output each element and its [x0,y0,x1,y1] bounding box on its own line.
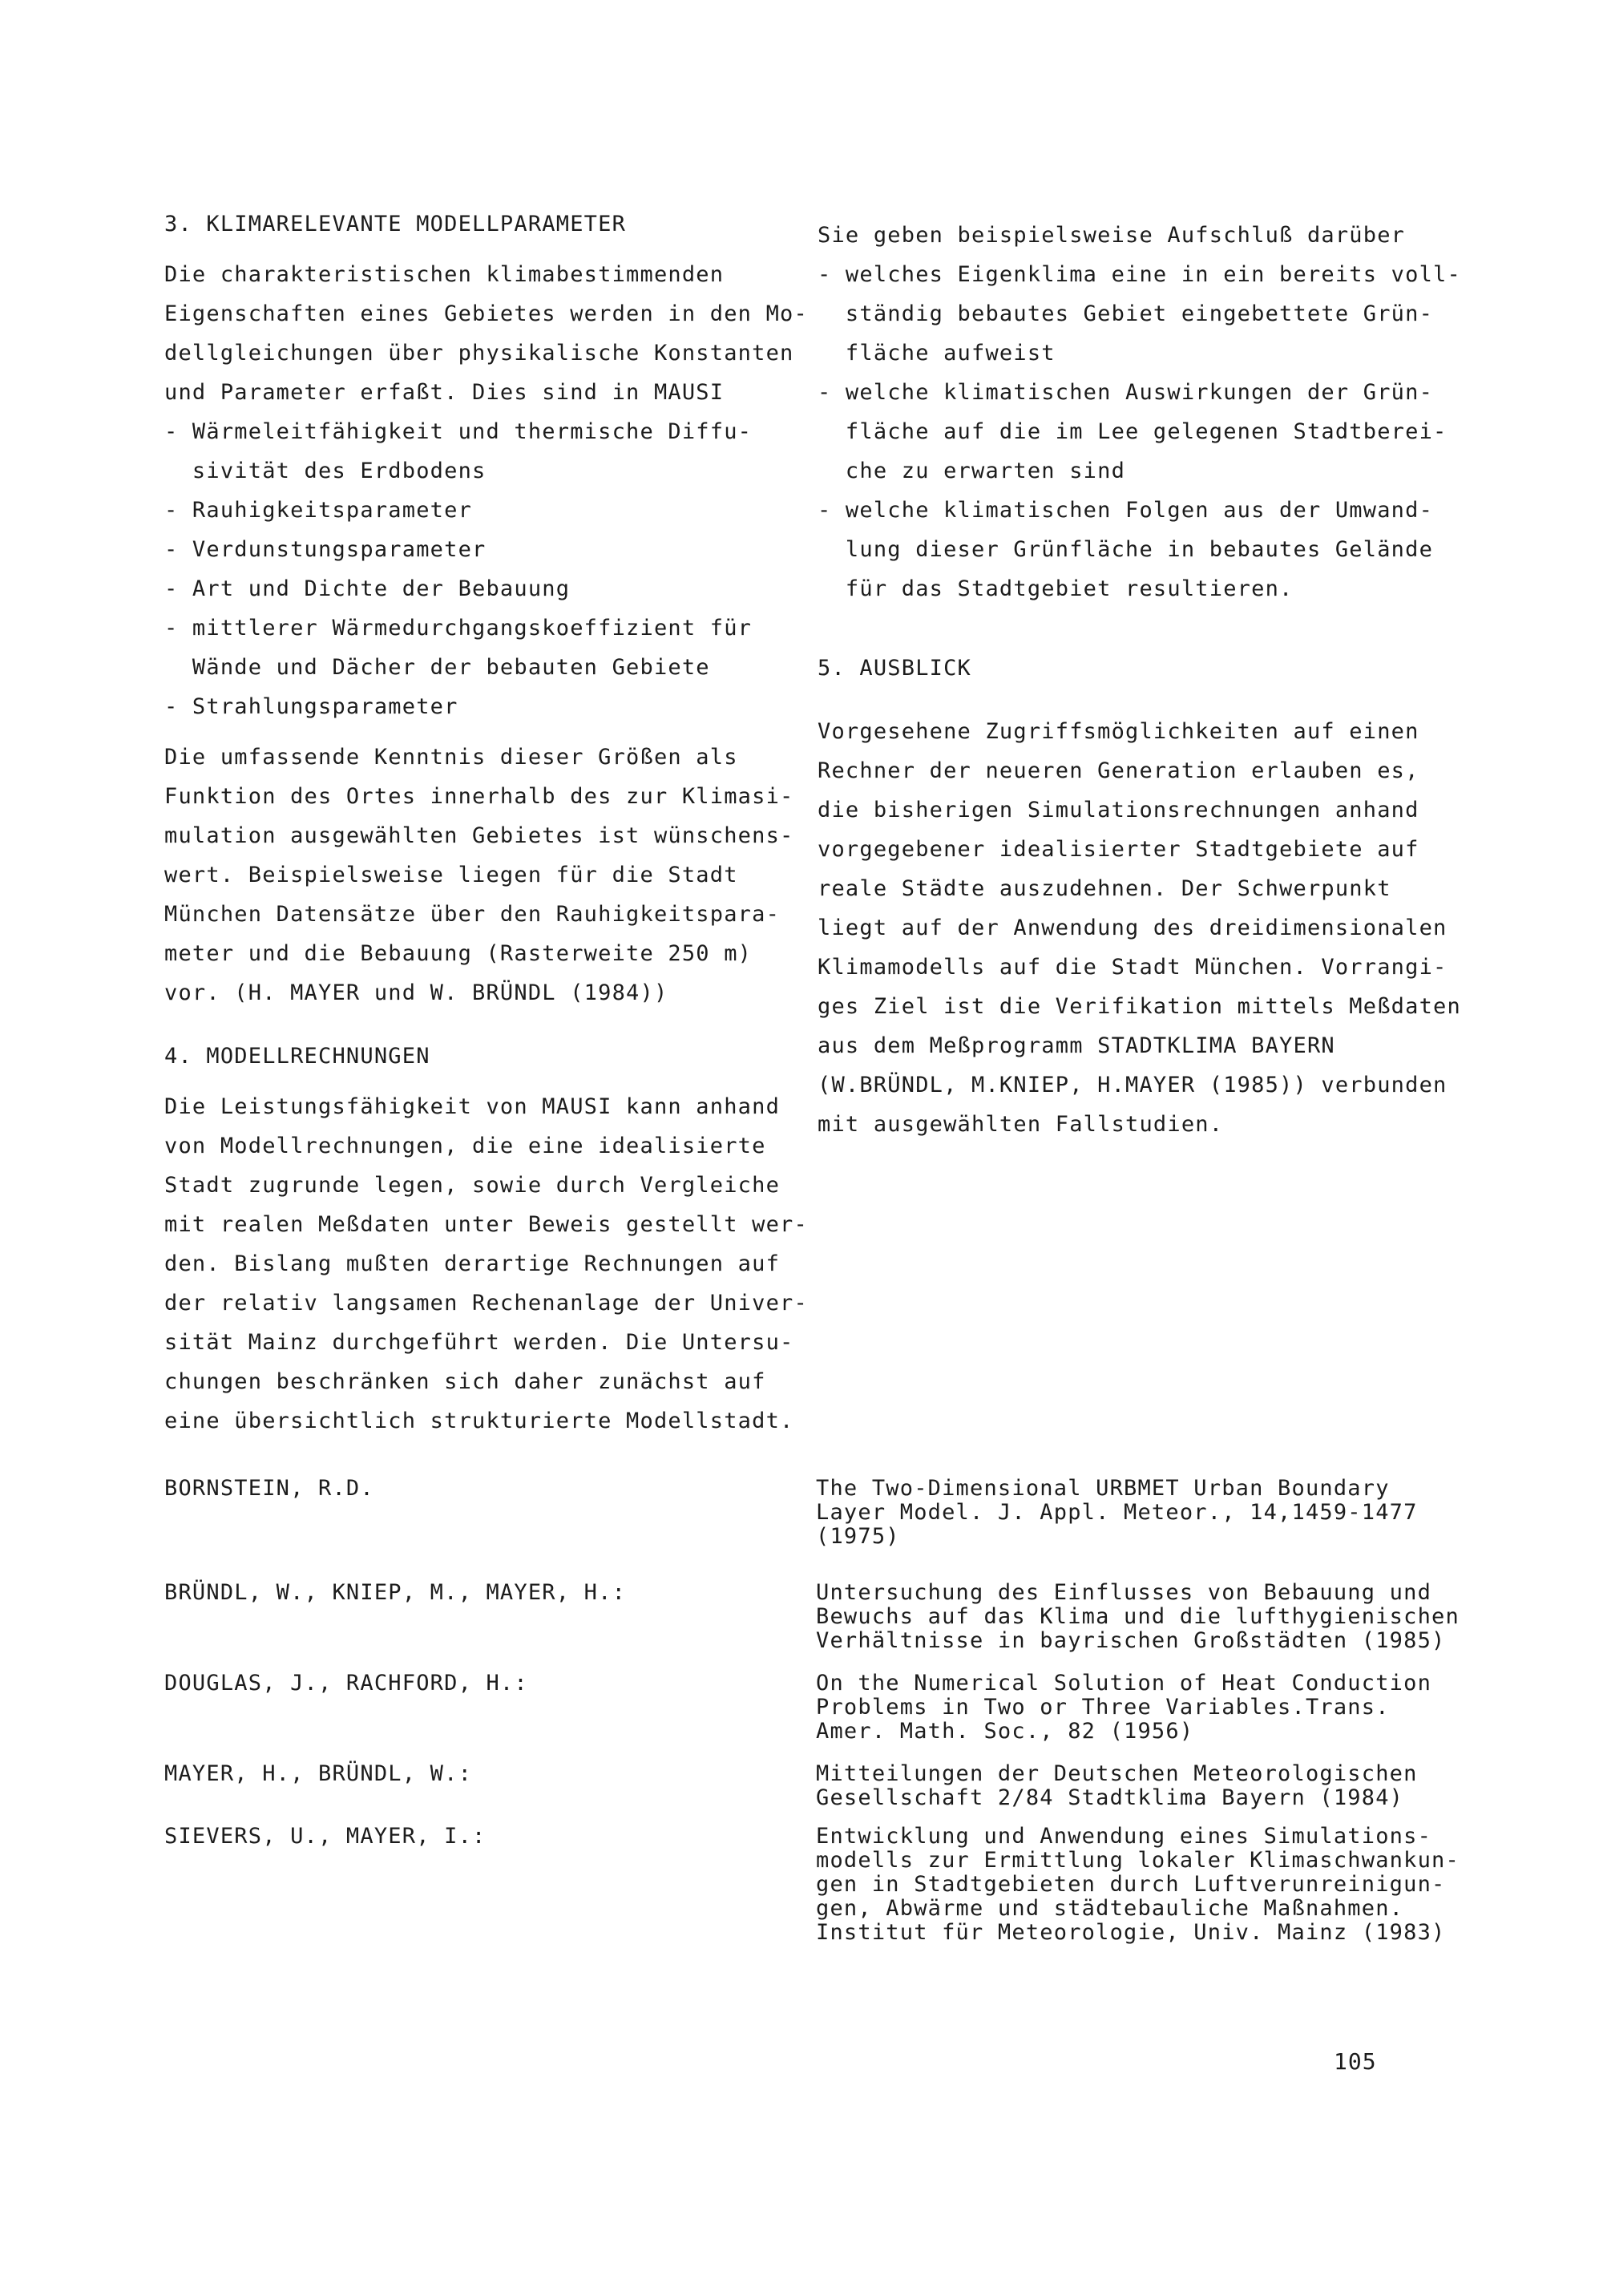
text-line: und Parameter erfaßt. Dies sind in MAUSI [164,380,725,405]
reference-author: MAYER, H., BRÜNDL, W.: [164,1761,473,1786]
list-item: che zu erwarten sind [818,459,1126,483]
reference-author: BRÜNDL, W., KNIEP, M., MAYER, H.: [164,1580,627,1605]
text-line: liegt auf der Anwendung des dreidimensionalen [818,916,1448,940]
parameter-list [164,412,773,726]
list-item: lung dieser Grünfläche in bebautes Gelände [818,537,1434,562]
text-line: dellgleichungen über physikalische Konstanten [164,341,794,366]
reference-text: Untersuchung des Einflusses von Bebauung und Bewuchs auf das Klima und die lufthygienischen Verhältnisse in bayrischen Großstädten (1985) [816,1580,1460,1653]
text-line: sität Mainz durchgeführt werden. Die Untersu- [164,1330,794,1355]
list-item: ständig bebautes Gebiet eingebettete Grün- [818,301,1434,326]
reference-text: Entwicklung und Anwendung eines Simulations- modells zur Ermittlung lokaler Klimaschwankun- gen in Stadtgebieten durch Luftverunreinigun- gen, Abwärme und städtebauliche Maßnahmen. Institut für Meteorologie, Univ. Mainz (1983) [816,1824,1460,1945]
list-item: - mittlerer Wärmedurchgangskoeffizient für [164,616,753,641]
reference-author: SIEVERS, U., MAYER, I.: [164,1824,487,1849]
list-item: - welche klimatischen Folgen aus der Umwand- [818,498,1434,523]
reference-text: Mitteilungen der Deutschen Meteorologischen Gesellschaft 2/84 Stadtklima Bayern (1984) [816,1761,1418,1810]
reference-author: BORNSTEIN, R.D. [164,1476,374,1501]
text-line: Vorgesehene Zugriffsmöglichkeiten auf einen [818,719,1419,744]
text-line: (W.BRÜNDL, M.KNIEP, H.MAYER (1985)) verbunden [818,1073,1448,1097]
text-line: wert. Beispielsweise liegen für die Stadt [164,863,738,887]
text-line: Eigenschaften eines Gebietes werden in den Mo- [164,301,808,326]
text-line: Klimamodells auf die Stadt München. Vorrangi- [818,955,1448,980]
right-column [818,204,1461,1144]
text-line: vorgegebener idealisierter Stadtgebiete auf [818,837,1419,862]
reference-author: DOUGLAS, J., RACHFORD, H.: [164,1671,528,1696]
list-item: sivität des Erdbodens [164,459,487,483]
text-line: mit ausgewählten Fallstudien. [818,1112,1224,1137]
text-line: Die Leistungsfähigkeit von MAUSI kann anhand [164,1094,781,1119]
section-3-heading: 3. KLIMARELEVANTE MODELLPARAMETER [164,212,627,236]
text-line: chungen beschränken sich daher zunächst auf [164,1369,766,1394]
right-column-paragraph [818,216,1461,608]
reference-text: On the Numerical Solution of Heat Conduction Problems in Two or Three Variables.Trans. Amer. Math. Soc., 82 (1956) [816,1671,1432,1744]
text-line: Rechner der neueren Generation erlauben es, [818,758,1419,783]
text-line: von Modellrechnungen, die eine idealisierte [164,1134,766,1158]
section-4-paragraph [164,1087,808,1441]
page-number: 105 [1334,2048,1377,2075]
list-item: - welches Eigenklima eine in ein bereits voll- [818,262,1461,287]
section-5-paragraph [818,712,1461,1144]
text-line: Funktion des Ortes innerhalb des zur Klimasi- [164,784,794,809]
left-column [164,204,808,1441]
text-line: Die umfassende Kenntnis dieser Größen als [164,745,738,770]
text-line: mulation ausgewählten Gebietes ist wünschens- [164,823,794,848]
text-line: den. Bislang mußten derartige Rechnungen auf [164,1251,781,1276]
text-line: München Datensätze über den Rauhigkeitspara- [164,902,781,927]
list-item: - Wärmeleitfähigkeit und thermische Diffu- [164,419,753,444]
text-line: die bisherigen Simulationsrechnungen anhand [818,798,1419,823]
section-4-heading: 4. MODELLRECHNUNGEN [164,1044,430,1069]
text-line: mit realen Meßdaten unter Beweis gestellt wer- [164,1212,808,1237]
text-line: reale Städte auszudehnen. Der Schwerpunkt [818,876,1391,901]
text-line: der relativ langsamen Rechenanlage der Univer- [164,1291,808,1316]
section-3-paragraph-2 [164,738,794,1013]
text-line: Stadt zugrunde legen, sowie durch Vergleiche [164,1173,781,1198]
text-line: vor. (H. MAYER und W. BRÜNDL (1984)) [164,980,668,1005]
text-line: meter und die Bebauung (Rasterweite 250 m) [164,941,753,966]
list-item: für das Stadtgebiet resultieren. [818,576,1294,601]
list-item: fläche aufweist [818,341,1056,366]
section-5-heading: 5. AUSBLICK [818,656,972,681]
text-line: Sie geben beispielsweise Aufschluß darüber [818,223,1406,248]
text-line: eine übersichtlich strukturierte Modellstadt. [164,1409,794,1433]
list-item: - welche klimatischen Auswirkungen der Grün- [818,380,1434,405]
section-3-intro [164,255,808,412]
text-line: Die charakteristischen klimabestimmenden [164,262,725,287]
list-item: Wände und Dächer der bebauten Gebiete [164,655,710,680]
list-item: fläche auf die im Lee gelegenen Stadtberei- [818,419,1448,444]
list-item: - Art und Dichte der Bebauung [164,576,571,601]
reference-text: The Two-Dimensional URBMET Urban Boundary Layer Model. J. Appl. Meteor., 14,1459-1477 (1975) [816,1476,1418,1549]
text-line: aus dem Meßprogramm STADTKLIMA BAYERN [818,1033,1335,1058]
list-item: - Strahlungsparameter [164,694,458,719]
list-item: - Verdunstungsparameter [164,537,487,562]
text-line: ges Ziel ist die Verifikation mittels Meßdaten [818,994,1461,1019]
list-item: - Rauhigkeitsparameter [164,498,473,523]
